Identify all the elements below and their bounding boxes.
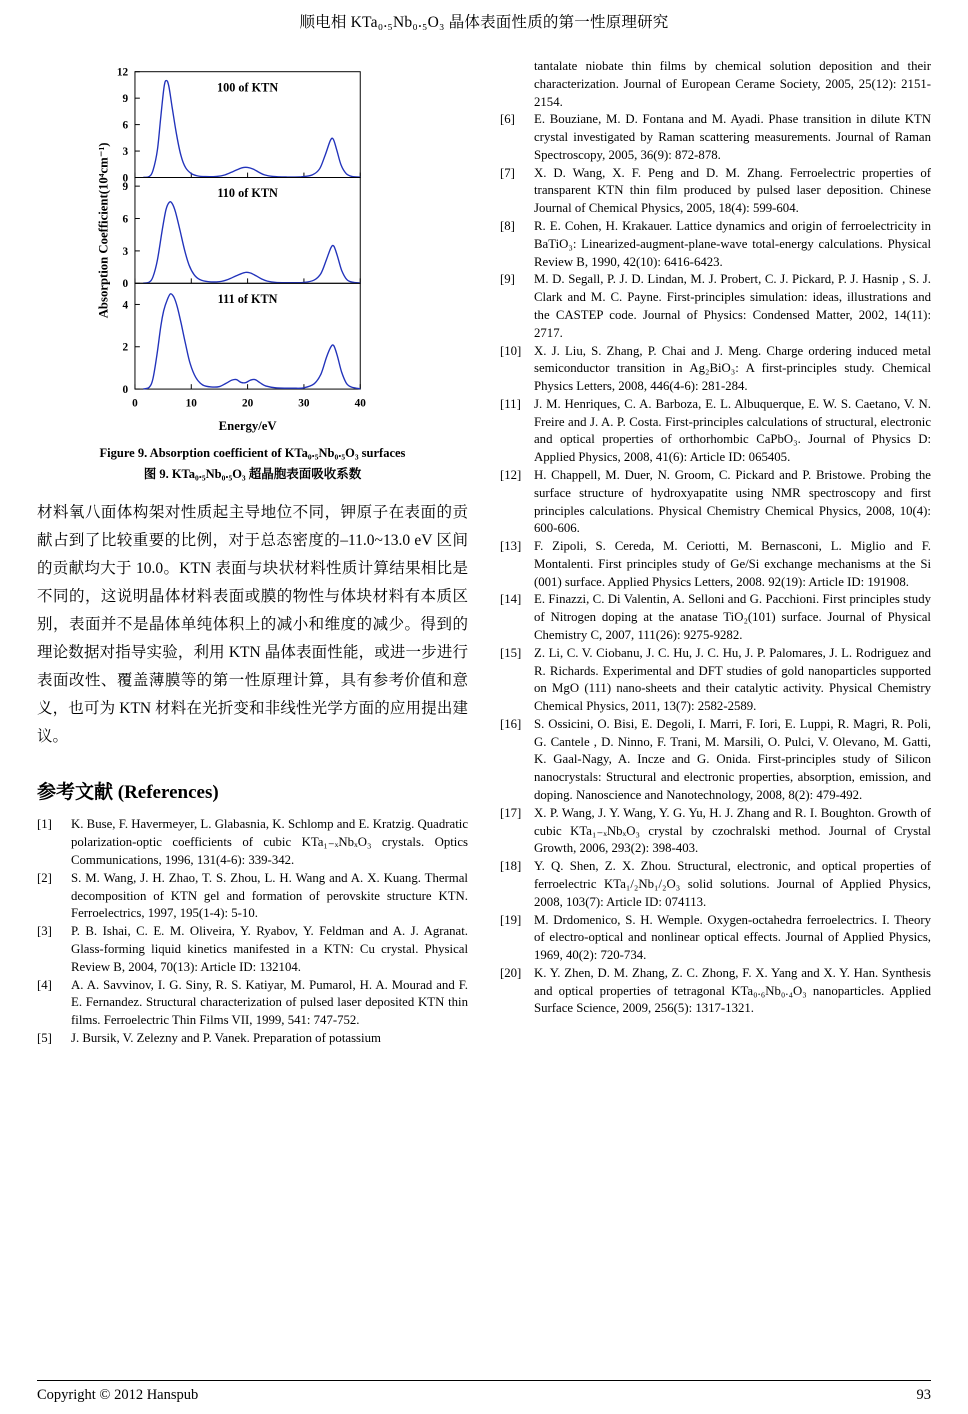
reference-number: [7] xyxy=(500,165,515,180)
reference-item xyxy=(500,805,931,858)
reference-number: [4] xyxy=(37,977,52,992)
reference-item xyxy=(500,111,931,164)
reference-item xyxy=(500,591,931,644)
reference-text: E. Bouziane, M. D. Fontana and M. Ayadi. Phase transition in dilute KTN crystal investigated by Raman scattering measurements. Journal of Raman Spectroscopy, 2005, 36(9): 872-878. xyxy=(534,112,931,162)
reference-number: [11] xyxy=(500,396,521,411)
reference-text: M. Drdomenico, S. H. Wemple. Oxygen-octahedra ferroelectrics. I. Theory of electro-optical and nonlinear optical effects. Journal of Applied Physics, 1969, 40(2): 720-734. xyxy=(534,912,931,963)
reference-item xyxy=(500,538,931,591)
svg-text:10: 10 xyxy=(185,397,197,410)
svg-text:6: 6 xyxy=(122,119,129,132)
svg-text:111 of KTN: 111 of KTN xyxy=(217,291,278,306)
reference-text: S. M. Wang, J. H. Zhao, T. S. Zhou, L. H. Wang and A. X. Kuang. Thermal decomposition of KTN gel and formation of perovskite structure KTN. Ferroelectrics, 1997, 195(1-4): 5-10. xyxy=(71,870,468,921)
reference-text: H. Chappell, M. Duer, N. Groom, C. Pickard and P. Bristowe. Probing the surface structure of hydroxyapatite using NMR spectroscopy and first principles calculations. Physical Chemistry Chemical Physics, 2008, 10(4): 600-606. xyxy=(534,467,931,536)
two-column-layout xyxy=(37,58,931,1048)
reference-text: F. Zipoli, S. Cereda, M. Ceriotti, M. Bernasconi, L. Miglio and F. Montalenti. First principles study of Ge/Si exchange mechanisms at the Si (001) surface. Applied Physics Letters, 2008. 92(19): Article ID: 191908. xyxy=(534,539,931,589)
reference-text: M. D. Segall, P. J. D. Lindan, M. J. Probert, C. J. Pickard, P. J. Hasnip , S. J. Clark and M. C. Payne. First-principles simulation: ideas, illustrations and the CASTEP code. Journal of Physics: Condensed Matter, 2002, 14(11): 2717. xyxy=(534,272,931,340)
svg-text:9: 9 xyxy=(122,93,129,106)
svg-text:110 of KTN: 110 of KTN xyxy=(217,186,278,201)
reference-item xyxy=(500,716,931,805)
svg-text:20: 20 xyxy=(241,397,254,410)
svg-text:6: 6 xyxy=(122,213,129,226)
svg-text:40: 40 xyxy=(354,397,366,410)
reference-number: [18] xyxy=(500,859,522,874)
reference-number: [12] xyxy=(500,467,522,482)
reference-number: [16] xyxy=(500,716,522,731)
reference-number: [2] xyxy=(37,870,52,885)
body-paragraph: 材料氧八面体构架对性质起主导地位不同，钾原子在表面的贡献占到了比较重要的比例，对于总态密度的–11.0~13.0 eV 区间的贡献均大于 10.0。KTN 表面与块状材料性质计算结果相比是不同的，这说明晶体材料表面或膜的物性与体块材料有本质区别，表面并不是晶体单纯体积上的减小和维度的减少。得到的理论数据对指导实验，利用 KTN 晶体表面性能，或进一步进行表面改性、覆盖薄膜等的第一性原理计算，具有参考价值和意义，也可为 KTN 材料在光折变和非线性光学方面的应用提出建议。 xyxy=(37,504,468,746)
reference-text: Z. Li, C. V. Ciobanu, J. C. Hu, J. C. Hu, J. P. Palomares, J. L. Rodriguez and R. Richards. Experimental and DFT studies of gold nanoparticles supported on MgO (111) nano-sheets and their catalytic activity. Physical Chemistry Chemical Physics, 2011, 13(7): 2582-2589. xyxy=(534,645,931,714)
reference-text: A. A. Savvinov, I. G. Siny, R. S. Katiyar, M. Pumarol, H. A. Mourad and F. E. Fernandez. Structural characterization of pulsed laser deposited KTN thin films. Ferroelectric Thin Films VII, 1999, 541: 747-752. xyxy=(71,977,468,1028)
reference-number: [1] xyxy=(37,817,52,832)
reference-number: [14] xyxy=(500,592,522,607)
figure-caption-en: Figure 9. Absorption coefficient of KTa₀.₅Nb₀.₅O₃ surfaces xyxy=(99,445,406,460)
reference-item xyxy=(500,218,931,271)
reference-text: X. D. Wang, X. F. Peng and D. M. Zhang. Ferroelectric properties of transparent KTN thin film produced by pulsed laser deposition. Chinese Journal of Chemical Physics, 2005, 18(4): 599-604. xyxy=(534,165,931,216)
reference-item xyxy=(500,396,931,467)
reference-text: K. Buse, F. Havermeyer, L. Glabasnia, K. Schlomp and E. Kratzig. Quadratic polarization-optic coefficients of cubic KTa₁₋ₓNbₓO₃ crystals. Optics Communications, 1996, 131(4-6): 339-342. xyxy=(71,817,468,868)
references-list-left xyxy=(37,816,468,1047)
reference-number: [8] xyxy=(500,219,515,234)
footer-page-number: 93 xyxy=(916,1387,931,1403)
reference-text: Y. Q. Shen, Z. X. Zhou. Structural, electronic, and optical properties of ferroelectric KTa₁/₂Nb₁/₂O₃ solid solutions. Journal of Applied Physics, 2008, 103(7): Article ID: 074113. xyxy=(534,859,931,909)
svg-text:0: 0 xyxy=(122,278,129,291)
svg-text:30: 30 xyxy=(298,397,310,410)
reference-item xyxy=(500,858,931,911)
reference-text: K. Y. Zhen, D. M. Zhang, Z. C. Zhong, F. X. Yang and X. Y. Han. Synthesis and optical properties of tetragonal KTa₀.₆Nb₀.₄O₃ nanoparticles. Applied Surface Science, 2009, 256(5): 1317-1321. xyxy=(534,965,931,1016)
svg-text:4: 4 xyxy=(122,299,129,312)
svg-text:Energy/eV: Energy/eV xyxy=(218,419,277,434)
reference-text: J. M. Henriques, C. A. Barboza, E. L. Albuquerque, E. W. S. Caetano, V. N. Freire and J. A. P. Costa. First-principles calculations of structural, electronic and optical properties of orthorhombic CaPbO₃. Journal of Physics D: Applied Physics, 2008, 41(6): Article ID: 065405. xyxy=(534,396,931,465)
svg-text:0: 0 xyxy=(122,383,129,396)
reference-item xyxy=(500,467,931,538)
reference-number: [17] xyxy=(500,805,522,820)
reference-text: R. E. Cohen, H. Krakauer. Lattice dynamics and origin of ferroelectricity in BaTiO₃: Linearized-augment-plane-wave total-energy calculations. Physical Review B, 1990, 42(10): 6416-6423. xyxy=(534,219,931,269)
svg-text:12: 12 xyxy=(116,66,129,79)
reference-number: [13] xyxy=(500,539,522,554)
svg-text:9: 9 xyxy=(122,181,129,194)
reference-text: S. Ossicini, O. Bisi, E. Degoli, I. Marri, F. Iori, E. Luppi, R. Magri, R. Poli, G. Cantele , D. Ninno, F. Trani, M. Marsili, O. Pulci, V. Olevano, M. Gatti, K. Gaal-Nagy, A. Incze and G. Onida. First-principles study of Silicon nanocrystals: Structural and electronic properties, absorption, emission, and doping. Nanoscience and Nanotechnology, 2008, 8(2): 479-492. xyxy=(534,716,931,803)
svg-text:0: 0 xyxy=(122,172,129,185)
reference-number: [3] xyxy=(37,924,52,939)
absorption-coefficient-chart xyxy=(37,58,468,442)
reference-number: [20] xyxy=(500,965,522,980)
reference-text: P. B. Ishai, C. E. M. Oliveira, Y. Ryabov, Y. Feldman and A. J. Agranat. Glass-forming liquid kinetics manifested in a KTN: Cu crystal. Physical Review B, 2004, 70(13): Article ID: 132104. xyxy=(71,924,468,974)
reference-number: [19] xyxy=(500,912,522,927)
svg-text:0: 0 xyxy=(132,397,138,410)
reference-number: [9] xyxy=(500,272,515,287)
reference-item xyxy=(37,1030,468,1048)
svg-text:3: 3 xyxy=(122,145,129,158)
page-header xyxy=(37,10,931,32)
reference-item xyxy=(500,343,931,396)
svg-text:Absorption Coefficient(10⁴cm⁻¹: Absorption Coefficient(10⁴cm⁻¹) xyxy=(96,142,111,319)
reference-item xyxy=(500,271,931,342)
reference-item xyxy=(37,923,468,976)
figure-9 xyxy=(37,58,468,483)
svg-text:100 of KTN: 100 of KTN xyxy=(217,80,279,95)
figure-caption-zh: 图 9. KTa₀.₅Nb₀.₅O₃ 超晶胞表面吸收系数 xyxy=(143,466,362,481)
page-title: 顺电相 KTa₀.₅Nb₀.₅O₃ 晶体表面性质的第一性原理研究 xyxy=(299,14,669,31)
reference-item xyxy=(500,965,931,1018)
svg-text:3: 3 xyxy=(122,245,129,258)
right-column xyxy=(500,58,931,1048)
reference-text: J. Bursik, V. Zelezny and P. Vanek. Preparation of potassium xyxy=(71,1030,381,1045)
reference-item xyxy=(500,912,931,965)
reference-item xyxy=(500,165,931,218)
reference-item xyxy=(37,870,468,923)
reference-text: X. P. Wang, J. Y. Wang, Y. G. Yu, H. J. Zhang and R. I. Boughton. Growth of cubic KTa₁₋ₓNbₓO₃ crystal by czochralski method. Journal of Crystal Growth, 2006, 293(2): 398-403. xyxy=(534,805,931,856)
svg-text:2: 2 xyxy=(122,341,129,354)
reference-number: [10] xyxy=(500,343,522,358)
left-column xyxy=(37,58,468,1048)
page-footer xyxy=(37,1380,931,1404)
references-list-right xyxy=(500,111,931,1018)
reference-item xyxy=(37,977,468,1030)
references-heading: 参考文献 (References) xyxy=(37,782,219,804)
footer-copyright: Copyright © 2012 Hanspub xyxy=(37,1387,199,1403)
reference-text: X. J. Liu, S. Zhang, P. Chai and J. Meng. Charge ordering induced metal semiconductor transition in Ag₂BiO₃: A first-principles study. Chemical Physics Letters, 2008, 446(4-6): 281-284. xyxy=(534,343,931,394)
reference-text: E. Finazzi, C. Di Valentin, A. Selloni and G. Pacchioni. First principles study of Nitrogen doping at the anatase TiO₂(101) surface. Journal of Physical Chemistry C, 2007, 111(26): 9275-9282. xyxy=(534,592,931,642)
reference-number: [6] xyxy=(500,112,515,127)
reference-continuation: tantalate niobate thin films by chemical solution deposition and their characterization. Journal of European Cerame Society, 2005, 25(12): 2151-2154. xyxy=(534,59,931,109)
reference-item xyxy=(500,645,931,716)
reference-item xyxy=(37,816,468,869)
reference-number: [15] xyxy=(500,645,522,660)
reference-number: [5] xyxy=(37,1030,52,1045)
